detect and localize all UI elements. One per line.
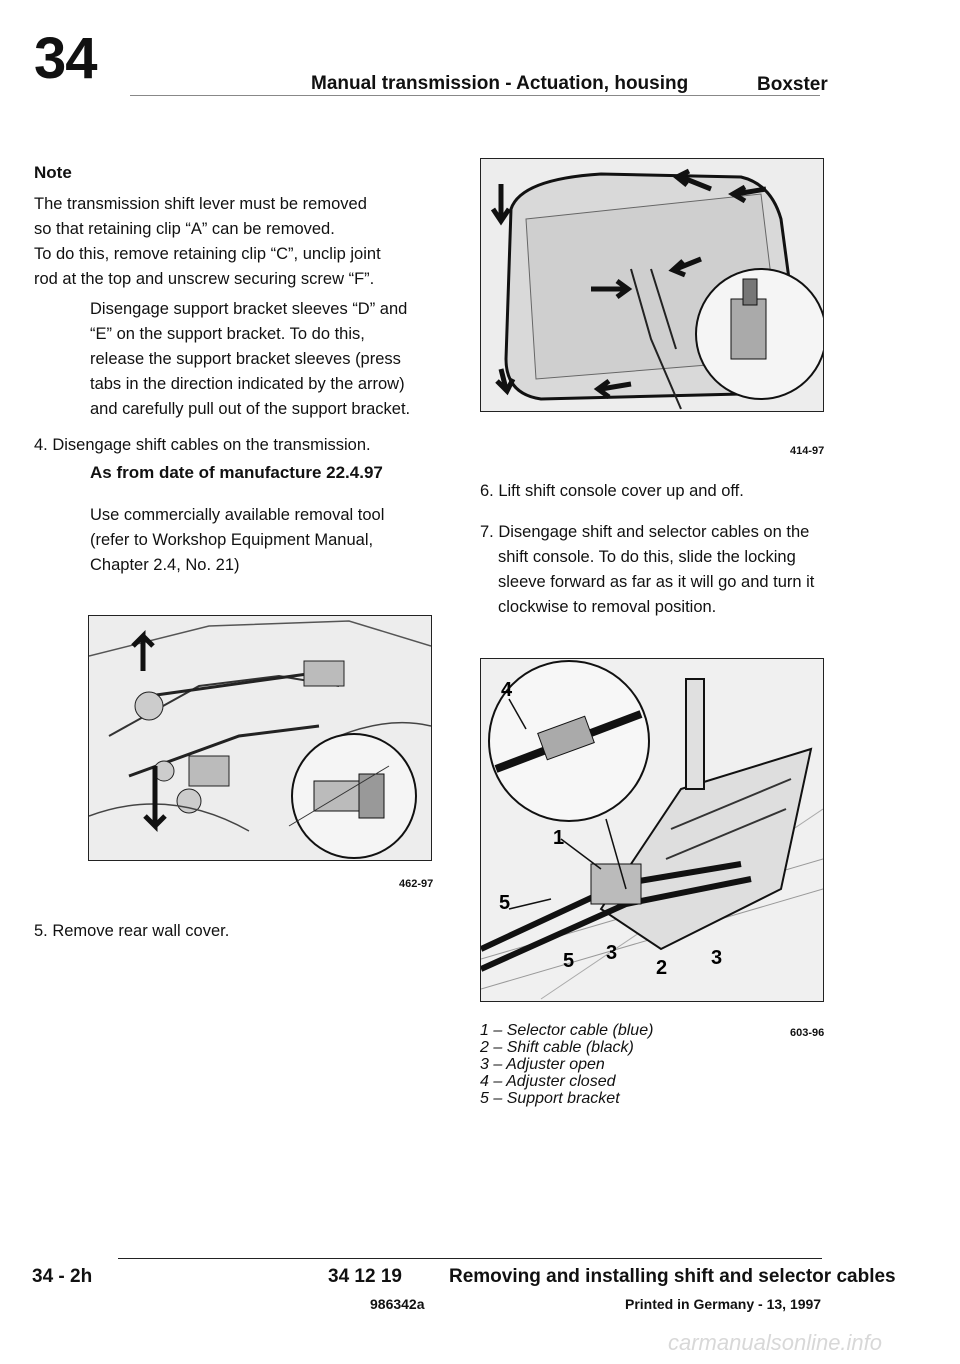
legend-item: 2 – Shift cable (black) (480, 1039, 634, 1056)
note-line: so that retaining clip “A” can be removed. (34, 220, 335, 238)
document-code: 986342a (370, 1296, 425, 1312)
chapter-number: 34 (34, 26, 97, 91)
callout-3: 3 (711, 947, 723, 969)
step-6: 6. Lift shift console cover up and off. (480, 482, 744, 500)
figure-legend (480, 1022, 653, 1107)
callout-5: 5 (563, 950, 575, 972)
step-7 (480, 520, 814, 620)
tool-line: Use commercially available removal tool (90, 506, 385, 524)
step-7-line: clockwise to removal position. (498, 598, 717, 616)
legend-item: 5 – Support bracket (480, 1090, 620, 1107)
transmission-illustration (89, 616, 431, 860)
note-heading: Note (34, 163, 72, 182)
indent-line: “E” on the support bracket. To do this, (90, 325, 365, 343)
step-5: 5. Remove rear wall cover. (34, 922, 230, 940)
indent-line: and carefully pull out of the support bracket. (90, 400, 411, 418)
section-number: 34 12 19 (328, 1266, 402, 1287)
header-rule (130, 95, 820, 96)
note-line: The transmission shift lever must be removed (34, 195, 367, 213)
footer-rule (118, 1258, 822, 1259)
callout-3: 3 (606, 942, 618, 964)
tool-paragraph (90, 503, 384, 578)
step-7-line: shift console. To do this, slide the locking (498, 548, 796, 566)
shift-console-illustration (481, 659, 823, 1001)
indent-line: release the support bracket sleeves (press (90, 350, 401, 368)
figure-code: 603-96 (790, 1027, 825, 1039)
callout-4: 4 (501, 679, 513, 701)
step-7-line: 7. Disengage shift and selector cables on the (480, 523, 810, 541)
note-line: rod at the top and unscrew securing screw “F”. (34, 270, 375, 288)
figure-code: 462-97 (399, 878, 434, 890)
indent-line: Disengage support bracket sleeves “D” and (90, 300, 408, 318)
print-info: Printed in Germany - 13, 1997 (625, 1296, 822, 1312)
figure-transmission-cables (88, 615, 432, 861)
header-title: Manual transmission - Actuation, housing (311, 73, 689, 94)
legend-item: 4 – Adjuster closed (480, 1073, 616, 1090)
figure-shift-console (480, 658, 824, 1002)
figure-rear-wall-cover (480, 158, 824, 412)
section-title: Removing and installing shift and selector cables (449, 1266, 896, 1287)
figure-code: 414-97 (790, 445, 825, 457)
callout-2: 2 (656, 957, 668, 979)
step-7-line: sleeve forward as far as it will go and turn it (498, 573, 815, 591)
tool-line: (refer to Workshop Equipment Manual, (90, 531, 374, 549)
legend-item: 3 – Adjuster open (480, 1056, 605, 1073)
callout-5: 5 (499, 892, 511, 914)
as-from-date: As from date of manufacture 22.4.97 (90, 463, 383, 482)
note-paragraph (34, 192, 381, 292)
tool-line: Chapter 2.4, No. 21) (90, 556, 240, 574)
header-model: Boxster (757, 74, 828, 95)
legend-item: 1 – Selector cable (blue) (480, 1022, 654, 1039)
rear-wall-illustration (481, 159, 823, 411)
page-number: 34 - 2h (32, 1266, 93, 1287)
indent-paragraph (90, 297, 410, 422)
note-line: To do this, remove retaining clip “C”, unclip joint (34, 245, 381, 263)
watermark: carmanualsonline.info (668, 1330, 883, 1355)
indent-line: tabs in the direction indicated by the arrow) (90, 375, 405, 393)
step-4: 4. Disengage shift cables on the transmission. (34, 436, 371, 454)
callout-1: 1 (553, 827, 565, 849)
